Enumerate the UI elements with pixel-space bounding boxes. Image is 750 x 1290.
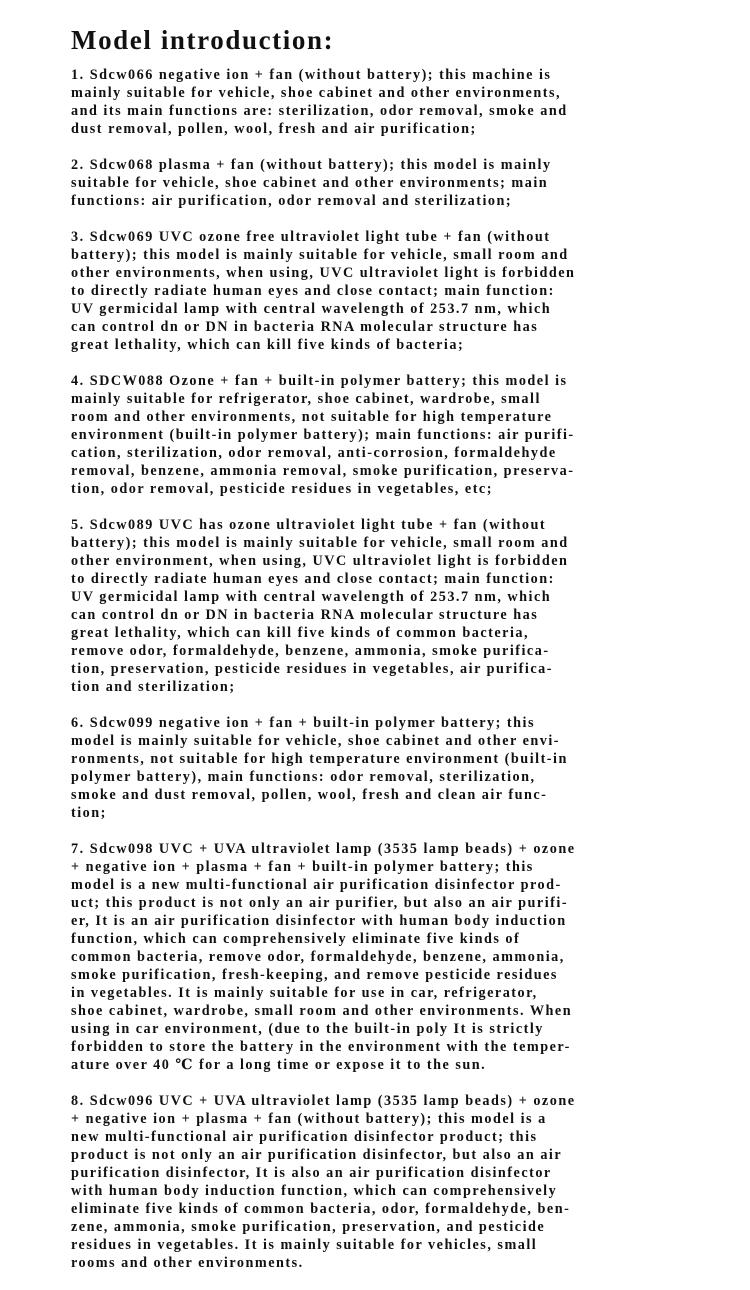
model-item-sdcw088: 4. SDCW088 Ozone + fan + built-in polymer battery; this model is mainly suitable for refrigerator, shoe cabinet, wardrobe, small room and other environments, not suitable for high temperature environment (built-in polymer battery); main functions: air purifi- cation, sterilization, odor removal, anti-corrosion, formaldehyde removal, benzene, ammonia removal, smoke purification, preserva- tion, odor removal, pesticide residues in vegetables, etc; bbox=[71, 373, 575, 497]
model-item-sdcw089: 5. Sdcw089 UVC has ozone ultraviolet light tube + fan (without battery); this model is mainly suitable for vehicle, small room and other environment, when using, UVC ultraviolet light is forbidden to directly radiate human eyes and close contact; main function: UV germicidal lamp with central wavelength of 253.7 nm, which can control dn or DN in bacteria RNA molecular structure has great lethality, which can kill five kinds of common bacteria, remove odor, formaldehyde, benzene, ammonia, smoke purifica- tion, preservation, pesticide residues in vegetables, air purifica- tion and sterilization; bbox=[71, 517, 569, 695]
model-item-sdcw099: 6. Sdcw099 negative ion + fan + built-in polymer battery; this model is mainly suitable for vehicle, shoe cabinet and other envi- ronments, not suitable for high temperature environment (built-in polymer battery), main functions: odor removal, sterilization, smoke and dust removal, pollen, wool, fresh and clean air func- tion; bbox=[71, 715, 568, 821]
model-item-sdcw069: 3. Sdcw069 UVC ozone free ultraviolet light tube + fan (without battery); this model is mainly suitable for vehicle, small room and other environments, when using, UVC ultraviolet light is forbidden to directly radiate human eyes and close contact; main function: UV germicidal lamp with central wavelength of 253.7 nm, which can control dn or DN in bacteria RNA molecular structure has great lethality, which can kill five kinds of bacteria; bbox=[71, 229, 576, 353]
model-item-sdcw098: 7. Sdcw098 UVC + UVA ultraviolet lamp (3535 lamp beads) + ozone + negative ion + plasma + fan + built-in polymer battery; this model is a new multi-functional air purification disinfector prod- uct; this product is not only an air purifier, but also an air purifi- er, It is an air purification disinfector with human body induction function, which can comprehensively eliminate five kinds of common bacteria, remove odor, formaldehyde, benzene, ammonia, smoke purification, fresh-keeping, and remove pesticide residues in vegetables. It is mainly suitable for use in car, refrigerator, shoe cabinet, wardrobe, small room and other environments. When using in car environment, (due to the built-in poly It is strictly forbidden to store the battery in the environment with the temper- ature over 40 ℃ for a long time or expose it to the sun. bbox=[71, 841, 576, 1073]
model-item-sdcw066: 1. Sdcw066 negative ion + fan (without battery); this machine is mainly suitable for vehicle, shoe cabinet and other environments, and its main functions are: sterilization, odor removal, smoke and dust removal, pollen, wool, fresh and air purification; bbox=[71, 67, 568, 137]
model-introduction-document bbox=[71, 22, 681, 1290]
model-item-sdcw068: 2. Sdcw068 plasma + fan (without battery); this model is mainly suitable for vehicle, shoe cabinet and other environments; main functions: air purification, odor removal and sterilization; bbox=[71, 157, 552, 209]
page-title: Model introduction: bbox=[71, 25, 335, 55]
model-item-sdcw096: 8. Sdcw096 UVC + UVA ultraviolet lamp (3535 lamp beads) + ozone + negative ion + plasma + fan (without battery); this model is a new multi-functional air purification disinfector product; this product is not only an air purification disinfector, but also an air purification disinfector, It is also an air purification disinfector with human body induction function, which can comprehensively eliminate five kinds of common bacteria, odor, formaldehyde, ben- zene, ammonia, smoke purification, preservation, and pesticide residues in vegetables. It is mainly suitable for vehicles, small rooms and other environments. bbox=[71, 1093, 576, 1271]
